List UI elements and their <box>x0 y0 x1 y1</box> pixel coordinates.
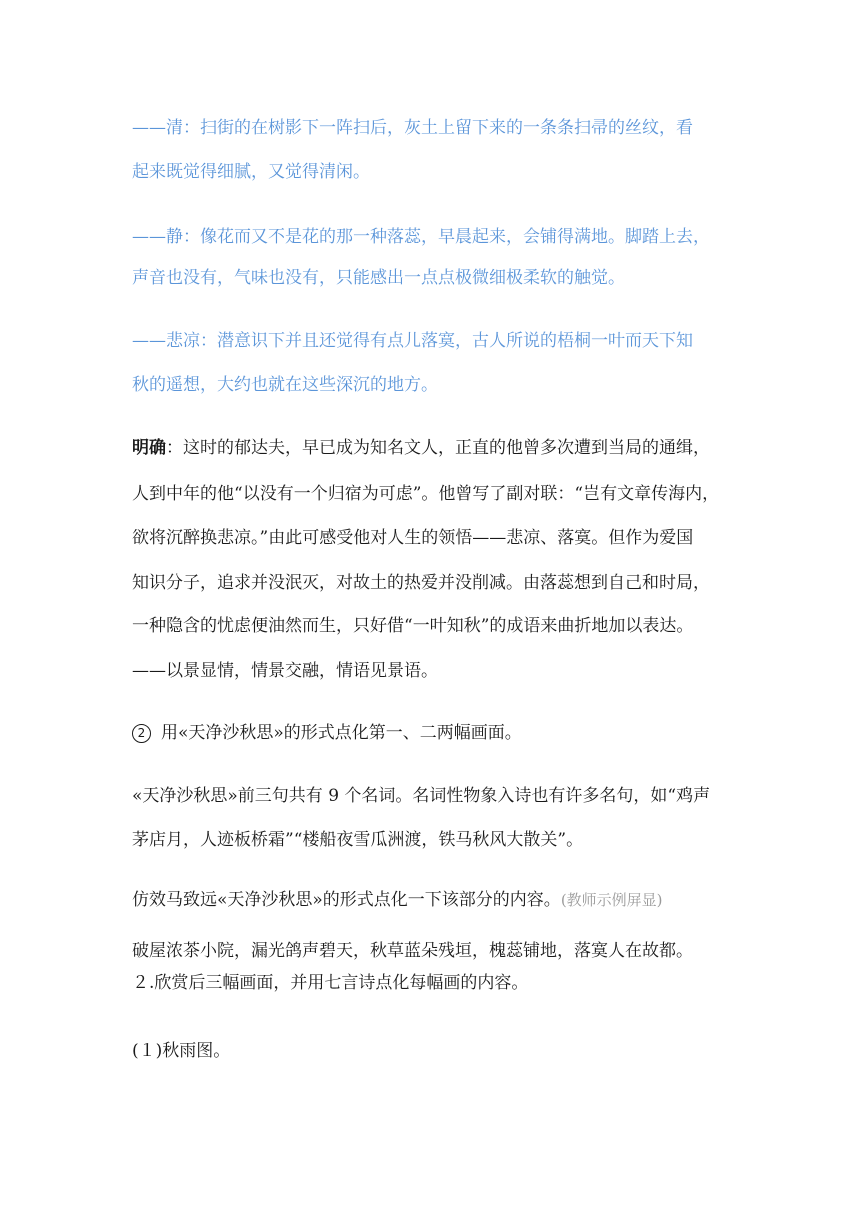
mingque-paragraph-line-1 <box>132 437 710 459</box>
beiliang-paragraph-line-2: 秋的遥想，大约也就在这些深沉的地方。 <box>132 375 438 395</box>
item-2-text: 用«天净沙秋思»的形式点化第一、二两幅画面。 <box>161 723 522 743</box>
teacher-note: (教师示例屏显) <box>560 891 663 909</box>
jing-paragraph-line-1: ——静：像花而又不是花的那一种落蕊，早晨起来，会铺得满地。脚踏上去， <box>132 227 710 247</box>
example-line: 破屋浓茶小院，漏光鸽声碧天，秋草蓝朵残垣，槐蕊铺地，落寞人在故都。 <box>132 941 693 961</box>
qing-paragraph-line-2: 起来既觉得细腻，又觉得清闲。 <box>132 162 370 182</box>
nouns-paragraph-line-1: «天净沙秋思»前三句共有 9 个名词。名词性物象入诗也有许多名句，如“鸡声 <box>132 786 711 806</box>
imitate-text: 仿效马致远«天净沙秋思»的形式点化一下该部分的内容。 <box>132 890 561 910</box>
mingque-paragraph-line-4: 知识分子，追求并没泯灭，对故土的热爱并没削减。由落蕊想到自己和时局， <box>132 573 710 593</box>
task-2-heading: ２.欣赏后三幅画面，并用七言诗点化每幅画的内容。 <box>132 973 529 993</box>
beiliang-paragraph-line-1: ——悲凉：潜意识下并且还觉得有点儿落寞，古人所说的梧桐一叶而天下知 <box>132 331 693 351</box>
mingque-paragraph-line-2: 人到中年的他“以没有一个归宿为可虑”。他曾写了副对联：“岂有文章传海内， <box>132 484 720 504</box>
nouns-paragraph-line-2: 茅店月，人迹板桥霜”“楼船夜雪瓜洲渡，铁马秋风大散关”。 <box>132 830 584 850</box>
circled-number-2: 2 <box>132 724 151 743</box>
mingque-paragraph-line-5: 一种隐含的忧虑便油然而生，只好借“一叶知秋”的成语来曲折地加以表达。 <box>132 616 694 636</box>
mingque-paragraph-line-6: ——以景显情，情景交融，情语见景语。 <box>132 661 438 681</box>
qing-paragraph-line-1: ——清：扫街的在树影下一阵扫后，灰土上留下来的一条条扫帚的丝纹，看 <box>132 118 693 138</box>
mingque-label: 明确 <box>132 438 166 458</box>
jing-paragraph-line-2: 声音也没有，气味也没有，只能感出一点点极微细极柔软的触觉。 <box>132 268 625 288</box>
item-2 <box>132 722 522 744</box>
mingque-paragraph-line-3: 欲将沉醉换悲凉。”由此可感受他对人生的领悟——悲凉、落寞。但作为爱国 <box>132 528 694 548</box>
imitate-paragraph <box>132 889 663 911</box>
sub-item-1: (１)秋雨图。 <box>132 1041 231 1061</box>
mingque-line-1-text: ：这时的郁达夫，早已成为知名文人，正直的他曾多次遭到当局的通缉， <box>166 438 710 458</box>
